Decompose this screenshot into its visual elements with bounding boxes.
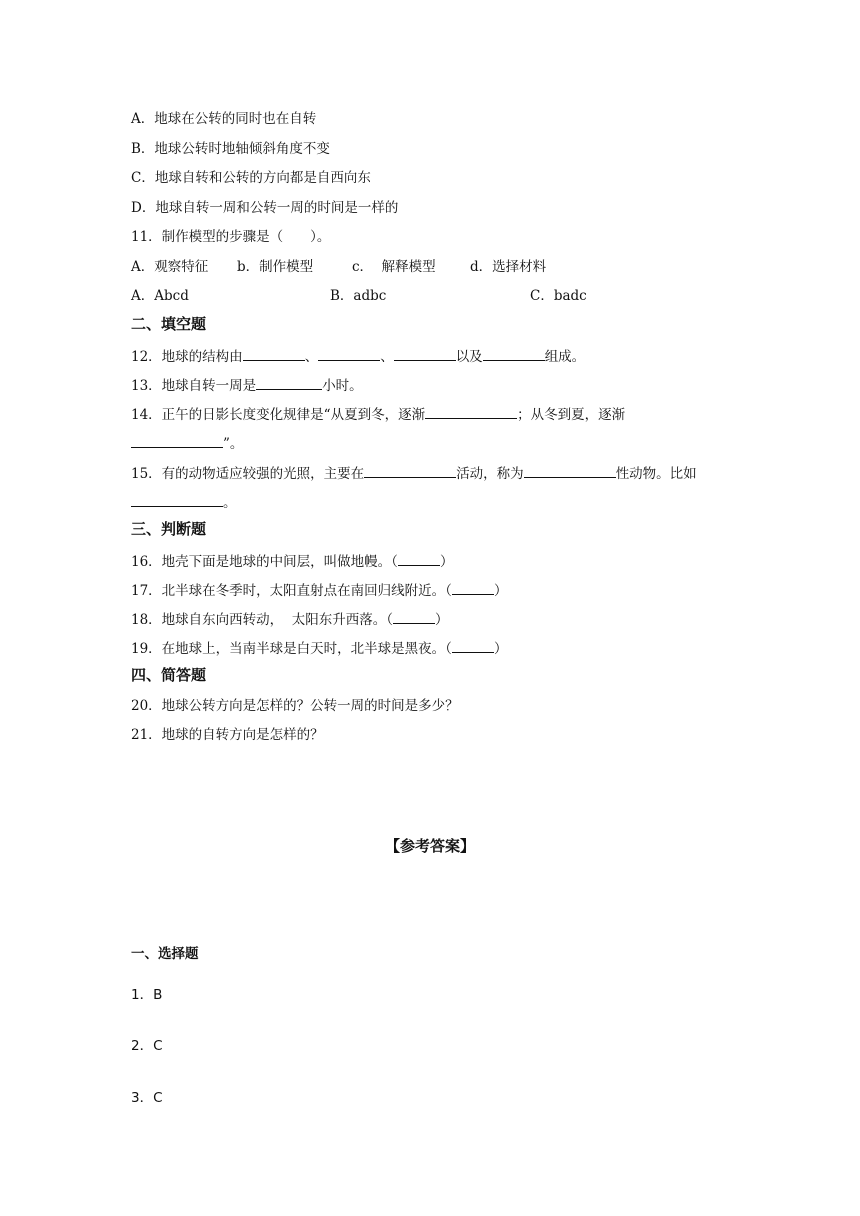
answer-item: 2．C: [131, 1038, 163, 1054]
step-c: c． 解释模型: [352, 259, 436, 275]
option-10a: A．地球在公转的同时也在自转: [131, 111, 317, 127]
question-16: 16．地壳下面是地球的中间层，叫做地幔。（ ）: [131, 551, 453, 571]
option-11c: C．badc: [530, 288, 587, 304]
question-13: 13．地球自转一周是 小时。: [131, 375, 363, 395]
option-11b: B．adbc: [330, 288, 387, 304]
answer-key-title: 【参考答案】: [384, 837, 475, 855]
section-heading-judge: 三、判断题: [131, 520, 207, 538]
option-10b: B．地球公转时地轴倾斜角度不变: [131, 141, 330, 157]
step-a: A．观察特征: [131, 259, 209, 275]
option-10c: C．地球自转和公转的方向都是自西向东: [131, 170, 371, 186]
question-15: 15．有的动物适应较强的光照，主要在 活动，称为 性动物。比如: [131, 463, 697, 483]
question-14-cont: ”。: [131, 433, 243, 453]
question-20: 20．地球公转方向是怎样的？公转一周的时间是多少？: [131, 698, 459, 714]
question-19: 19．在地球上，当南半球是白天时，北半球是黑夜。（ ）: [131, 638, 507, 658]
question-12: 12．地球的结构由 、 、 以及 组成。: [131, 346, 585, 366]
option-10d: D．地球自转一周和公转一周的时间是一样的: [131, 200, 399, 216]
option-11a: A．Abcd: [131, 288, 189, 304]
answer-item: 1．B: [131, 987, 163, 1003]
answer-section-heading: 一、选择题: [131, 946, 199, 962]
question-17: 17．北半球在冬季时，太阳直射点在南回归线附近。（ ）: [131, 580, 507, 600]
question-11: 11．制作模型的步骤是（ ）。: [131, 229, 331, 245]
question-15-cont: 。: [131, 492, 237, 512]
answer-item: 3．C: [131, 1090, 163, 1106]
section-heading-fill: 二、填空题: [131, 315, 207, 333]
question-14: 14．正午的日影长度变化规律是“从夏到冬，逐渐 ；从冬到夏，逐渐: [131, 404, 625, 424]
step-b: b．制作模型: [237, 259, 314, 275]
question-21: 21．地球的自转方向是怎样的？: [131, 727, 324, 743]
question-18: 18．地球自东向西转动， 太阳东升西落。（ ）: [131, 609, 449, 629]
section-heading-short: 四、简答题: [131, 666, 207, 684]
step-d: d．选择材料: [470, 259, 547, 275]
